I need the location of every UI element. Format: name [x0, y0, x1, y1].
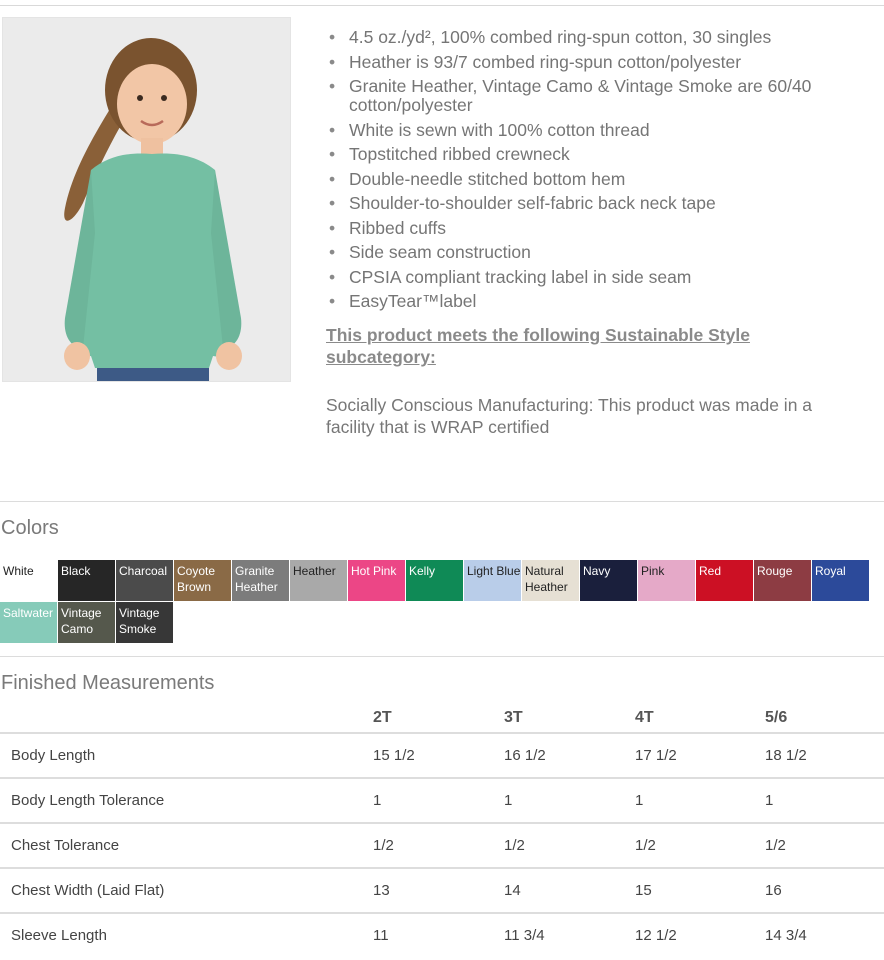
measurement-value: 15 1/2	[373, 733, 504, 778]
measurement-label: Sleeve Length	[0, 913, 373, 957]
feature-item	[327, 28, 847, 47]
feature-text: Topstitched ribbed crewneck	[349, 144, 570, 164]
color-swatch-royal[interactable]: Royal	[812, 560, 869, 601]
sustainable-style-description: Socially Conscious Manufacturing: This product was made in a facility that is WRAP certified	[326, 395, 813, 437]
feature-text: White is sewn with 100% cotton thread	[349, 119, 650, 140]
feature-text: CPSIA compliant tracking label in side seam	[349, 266, 692, 287]
measurement-value: 13	[373, 868, 504, 913]
measurement-label: Body Length	[0, 733, 373, 778]
color-swatch-white[interactable]: White	[0, 560, 57, 601]
color-swatch-navy[interactable]: Navy	[580, 560, 637, 601]
size-header: 2T	[373, 709, 392, 726]
measurement-value: 11 3/4	[504, 913, 635, 957]
color-swatch-black[interactable]: Black	[58, 560, 115, 601]
color-swatch-vintage-smoke[interactable]: Vintage Smoke	[116, 602, 173, 643]
bullet-icon: •	[329, 27, 336, 47]
size-header: 5/6	[765, 709, 788, 726]
table-row	[0, 823, 884, 868]
bullet-icon: •	[329, 51, 336, 72]
measurement-label: Body Length Tolerance	[0, 778, 373, 823]
section-divider	[0, 656, 884, 657]
feature-item	[327, 53, 847, 72]
measurement-value: 1	[635, 778, 765, 823]
feature-text: Granite Heather, Vintage Camo & Vintage Smoke are 60/40 cotton/polyester	[349, 76, 812, 115]
measurement-label: Chest Tolerance	[0, 823, 373, 868]
feature-list	[327, 28, 847, 317]
product-image[interactable]	[3, 18, 290, 381]
measurement-value: 14	[504, 868, 635, 913]
feature-item	[327, 145, 847, 164]
feature-item	[327, 121, 847, 140]
table-row	[0, 913, 884, 957]
size-header: 3T	[504, 709, 523, 726]
color-swatch-natural-heather[interactable]: Natural Heather	[522, 560, 579, 601]
color-swatch-vintage-camo[interactable]: Vintage Camo	[58, 602, 115, 643]
feature-item	[327, 292, 847, 311]
feature-text: Shoulder-to-shoulder self-fabric back neck tape	[349, 193, 716, 213]
measurement-value: 14 3/4	[765, 913, 884, 957]
bullet-icon: •	[329, 193, 336, 213]
measurement-value: 1	[765, 778, 884, 823]
measurement-value: 16 1/2	[504, 733, 635, 778]
color-swatch-red[interactable]: Red	[696, 560, 753, 601]
measurement-value: 17 1/2	[635, 733, 765, 778]
feature-text: Double-needle stitched bottom hem	[349, 168, 626, 189]
color-swatch-pink[interactable]: Pink	[638, 560, 695, 601]
feature-item	[327, 219, 847, 238]
measurement-value: 12 1/2	[635, 913, 765, 957]
measurement-label: Chest Width (Laid Flat)	[0, 868, 373, 913]
sustainable-style-heading[interactable]: This product meets the following Sustainable Style subcategory:	[326, 325, 750, 367]
bullet-icon: •	[329, 144, 336, 164]
measurement-value: 1/2	[504, 823, 635, 868]
colors-heading: Colors	[1, 517, 59, 539]
color-swatch-coyote-brown[interactable]: Coyote Brown	[174, 560, 231, 601]
bullet-icon: •	[329, 217, 336, 238]
table-header-label	[0, 704, 373, 733]
color-swatch-granite-heather[interactable]: Granite Heather	[232, 560, 289, 601]
color-swatch-light-blue[interactable]: Light Blue	[464, 560, 521, 601]
measurement-value: 1/2	[635, 823, 765, 868]
feature-item	[327, 243, 847, 262]
size-header: 4T	[635, 709, 654, 726]
table-row	[0, 733, 884, 778]
table-header-row	[0, 704, 884, 733]
feature-item	[327, 77, 847, 115]
bullet-icon: •	[329, 168, 336, 189]
measurement-value: 18 1/2	[765, 733, 884, 778]
color-swatch-rouge[interactable]: Rouge	[754, 560, 811, 601]
measurement-value: 11	[373, 913, 504, 957]
measurements-heading: Finished Measurements	[1, 672, 215, 694]
bullet-icon: •	[329, 76, 336, 96]
feature-text: Ribbed cuffs	[349, 217, 446, 238]
table-row	[0, 778, 884, 823]
section-divider	[0, 501, 884, 502]
color-swatch-heather[interactable]: Heather	[290, 560, 347, 601]
bullet-icon: •	[329, 266, 336, 287]
bullet-icon: •	[329, 242, 336, 262]
measurement-value: 1/2	[765, 823, 884, 868]
feature-item	[327, 170, 847, 189]
color-swatch-kelly[interactable]: Kelly	[406, 560, 463, 601]
measurement-value: 1	[504, 778, 635, 823]
color-swatch-hot-pink[interactable]: Hot Pink	[348, 560, 405, 601]
measurements-table	[0, 704, 884, 957]
color-swatch-charcoal[interactable]: Charcoal	[116, 560, 173, 601]
measurement-value: 1	[373, 778, 504, 823]
feature-text: 4.5 oz./yd², 100% combed ring-spun cotton, 30 singles	[349, 27, 772, 47]
measurement-value: 15	[635, 868, 765, 913]
table-row	[0, 868, 884, 913]
feature-text: Side seam construction	[349, 242, 531, 262]
bullet-icon: •	[329, 119, 336, 140]
child-model-illustration	[3, 18, 290, 381]
top-divider	[0, 5, 884, 6]
feature-text: Heather is 93/7 combed ring-spun cotton/polyester	[349, 51, 742, 72]
color-swatch-saltwater[interactable]: Saltwater	[0, 602, 57, 643]
measurement-value: 1/2	[373, 823, 504, 868]
bullet-icon: •	[329, 291, 336, 311]
feature-text: EasyTear™label	[349, 291, 477, 311]
feature-item	[327, 194, 847, 213]
feature-item	[327, 268, 847, 287]
measurement-value: 16	[765, 868, 884, 913]
